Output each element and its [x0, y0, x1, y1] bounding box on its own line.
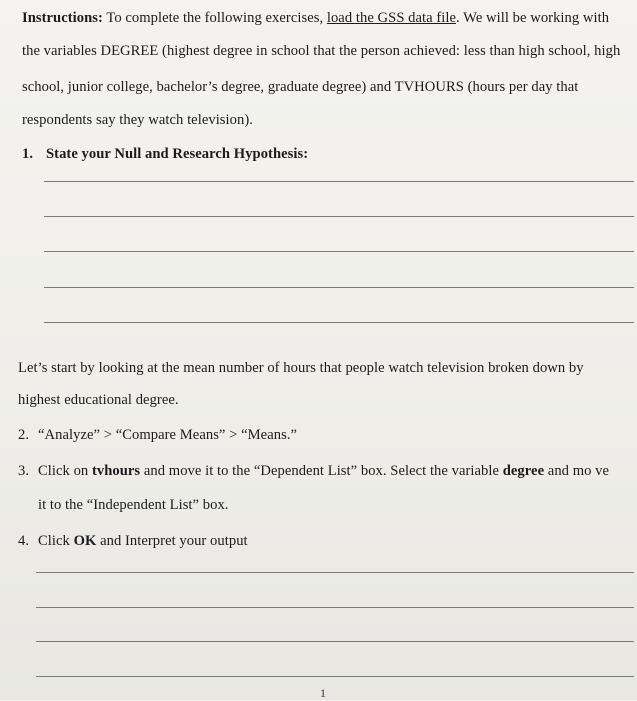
answer-line-q4-2: [36, 607, 634, 608]
answer-line-q1-3: [44, 251, 634, 252]
instructions-line-1: [22, 10, 609, 27]
tvhours-variable: tvhours: [91, 463, 141, 479]
question-3-number: 3.: [18, 463, 30, 479]
question-3-pre: Click on: [38, 463, 92, 479]
question-3-post: and mo ve: [544, 463, 610, 479]
instructions-line-3: school, junior college, bachelor’s degree, graduate degree) and TVHOURS (hours per day that: [22, 79, 579, 95]
page-number: 1: [320, 686, 326, 700]
instructions-line-4: respondents say they watch television).: [22, 112, 253, 128]
answer-line-q4-3: [36, 641, 634, 642]
instructions-text-b: . We will be working with: [456, 10, 610, 26]
question-4: [18, 533, 248, 550]
intro-line-1: Let’s start by looking at the mean number of hours that people watch television broken down by: [18, 360, 584, 376]
question-2-text: “Analyze” > “Compare Means” > “Means.”: [38, 427, 298, 443]
question-4-post: and Interpret your output: [96, 533, 248, 549]
answer-line-q4-4: [36, 676, 634, 677]
question-3-mid: and move it to the “Dependent List” box. Select the variable: [140, 463, 503, 479]
intro-line-2: highest educational degree.: [18, 392, 179, 408]
answer-line-q4-1: [36, 572, 634, 573]
question-2: [18, 427, 297, 444]
answer-line-q1-2: [44, 216, 634, 217]
question-1: [22, 146, 308, 163]
answer-line-q1-5: [44, 322, 634, 323]
question-3: [18, 463, 609, 480]
answer-line-q1-4: [44, 287, 634, 288]
gss-data-file-link: load the GSS data file: [326, 10, 457, 26]
question-4-number: 4.: [18, 533, 30, 549]
question-3-line-2: it to the “Independent List” box.: [38, 497, 229, 513]
question-1-number: 1.: [22, 146, 34, 162]
instructions-text-a: To complete the following exercises,: [102, 10, 327, 26]
degree-variable: degree: [502, 463, 545, 479]
ok-label: OK: [73, 533, 97, 549]
question-2-number: 2.: [18, 427, 30, 443]
instructions-label: Instructions:: [22, 10, 103, 26]
question-1-text: State your Null and Research Hypothesis:: [46, 146, 309, 162]
question-4-pre: Click: [38, 533, 74, 549]
instructions-line-2: the variables DEGREE (highest degree in school that the person achieved: less than high school, high: [22, 43, 621, 59]
answer-line-q1-1: [44, 181, 634, 182]
